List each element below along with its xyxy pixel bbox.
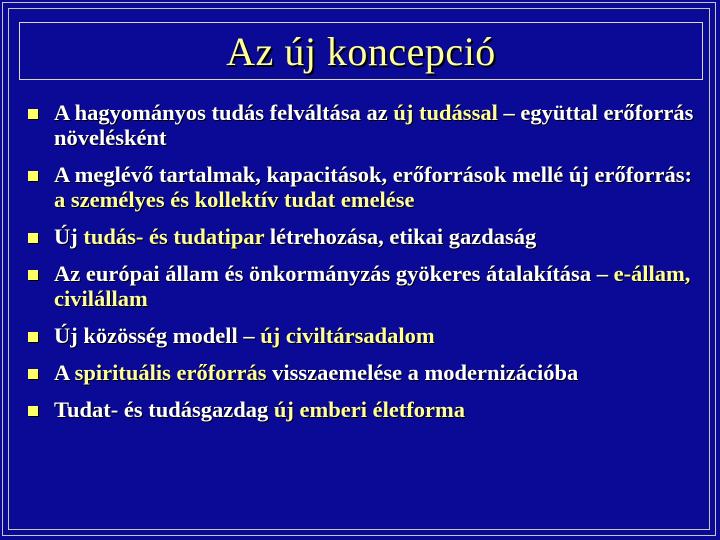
slide-title: Az új koncepció: [226, 28, 496, 74]
bullet-text: A: [54, 360, 75, 385]
bullet-text: Új: [54, 224, 84, 249]
bullet-list: [28, 100, 698, 434]
title-box: [19, 22, 703, 80]
bullet-highlight-text: e-állam, civilállam: [54, 261, 691, 311]
bullet-item: [28, 360, 698, 385]
bullet-highlight-text: új tudással: [393, 100, 498, 125]
bullet-highlight-text: új civiltársadalom: [260, 323, 435, 348]
square-bullet-icon: [28, 332, 38, 342]
bullet-item: [28, 397, 698, 422]
bullet-highlight-text: spirituális erőforrás: [74, 360, 267, 385]
bullet-text: visszaemelése a modernizációba: [266, 360, 579, 385]
square-bullet-icon: [28, 171, 38, 181]
bullet-item: [28, 261, 698, 311]
bullet-text: A meglévő tartalmak, kapacitások, erőforrások mellé új erőforrás:: [54, 162, 692, 187]
bullet-text: Új közösség modell –: [54, 323, 261, 348]
bullet-item: [28, 323, 698, 348]
square-bullet-icon: [28, 369, 38, 379]
bullet-text: – együttal erőforrás növelésként: [54, 100, 694, 150]
bullet-item: [28, 100, 698, 150]
square-bullet-icon: [28, 233, 38, 243]
bullet-highlight-text: a személyes és kollektív tudat emelése: [54, 187, 415, 212]
bullet-text: Tudat- és tudásgazdag: [54, 397, 274, 422]
bullet-item: [28, 162, 698, 212]
bullet-text: A hagyományos tudás felváltása az: [54, 100, 394, 125]
bullet-item: [28, 224, 698, 249]
square-bullet-icon: [28, 270, 38, 280]
square-bullet-icon: [28, 406, 38, 416]
square-bullet-icon: [28, 109, 38, 119]
bullet-highlight-text: tudás- és tudatipar: [83, 224, 265, 249]
bullet-text: létrehozása, etikai gazdaság: [264, 224, 537, 249]
bullet-highlight-text: új emberi életforma: [273, 397, 466, 422]
bullet-text: Az európai állam és önkormányzás gyökeres átalakítása –: [54, 261, 614, 286]
